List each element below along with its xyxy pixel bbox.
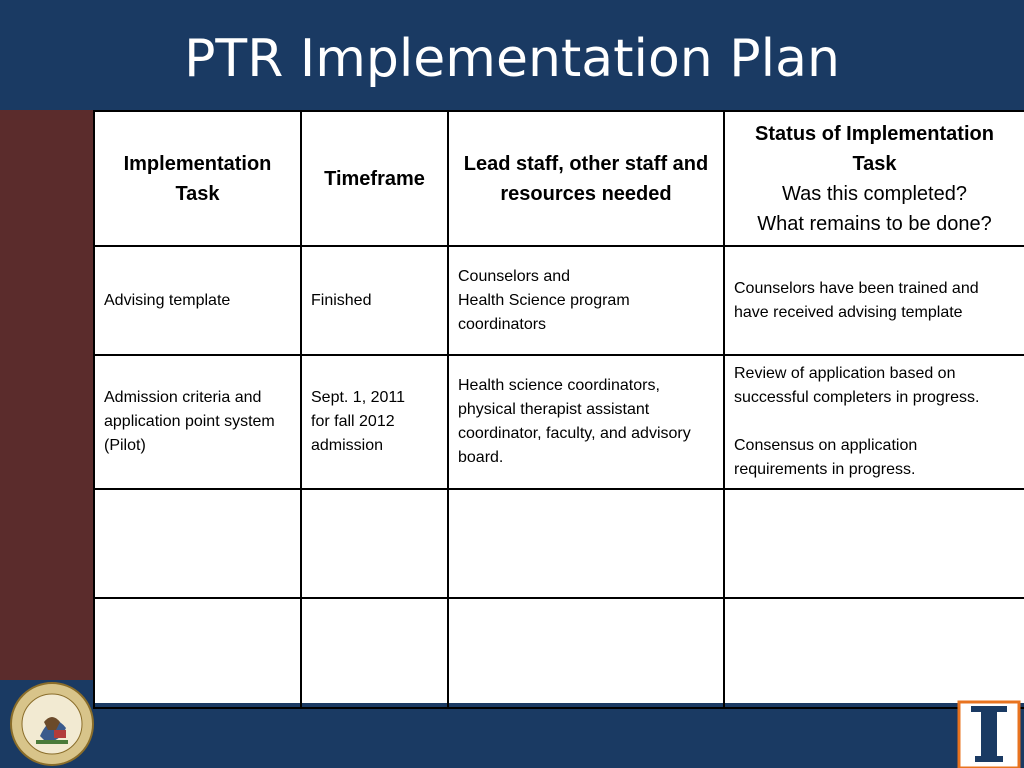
cell-timeframe-line: admission bbox=[311, 437, 384, 454]
header-timeframe: Timeframe bbox=[301, 111, 448, 246]
header-task: Implementation Task bbox=[94, 111, 301, 246]
header-status-question-1: Was this completed? bbox=[782, 182, 967, 205]
cell-empty bbox=[724, 489, 1024, 598]
cell-empty bbox=[724, 598, 1024, 708]
cell-empty bbox=[94, 598, 301, 708]
cell-empty bbox=[301, 489, 448, 598]
cell-empty bbox=[94, 489, 301, 598]
table-row bbox=[94, 246, 1024, 355]
cell-lead-line: Counselors and bbox=[458, 267, 571, 285]
implementation-table bbox=[93, 110, 1024, 709]
cell-status-paragraph: Consensus on application requirements in progress. bbox=[734, 437, 918, 478]
cell-timeframe-line: Sept. 1, 2011 bbox=[311, 389, 405, 406]
cell-status bbox=[724, 355, 1024, 489]
cell-status: Counselors have been trained and have received advising template bbox=[724, 246, 1024, 355]
table-row bbox=[94, 355, 1024, 489]
cell-task: Advising template bbox=[94, 246, 301, 355]
cell-lead: Health science coordinators, physical therapist assistant coordinator, faculty, and advisory board. bbox=[448, 355, 724, 489]
cell-lead-line: Health Science program coordinators bbox=[458, 291, 630, 333]
slide-title: PTR Implementation Plan bbox=[184, 29, 840, 89]
cell-timeframe bbox=[301, 355, 448, 489]
university-column-logo-icon bbox=[957, 700, 1021, 768]
left-accent-panel bbox=[0, 110, 93, 680]
cell-status-paragraph: Review of application based on successful completers in progress. bbox=[734, 365, 980, 406]
cell-timeframe: Finished bbox=[301, 246, 448, 355]
table-header-row bbox=[94, 111, 1024, 246]
cell-empty bbox=[448, 598, 724, 708]
header-status-title: Status of Implementation Task bbox=[755, 122, 994, 175]
cell-empty bbox=[448, 489, 724, 598]
implementation-table-container bbox=[93, 110, 1024, 703]
paragraph-spacer bbox=[734, 410, 1015, 434]
header-status-question-2: What remains to be done? bbox=[757, 212, 992, 235]
header-status bbox=[724, 111, 1024, 246]
cell-task: Admission criteria and application point system (Pilot) bbox=[94, 355, 301, 489]
cell-timeframe-line: for fall 2012 bbox=[311, 413, 395, 430]
seal-of-illinois-icon bbox=[10, 682, 94, 766]
table-row-empty bbox=[94, 598, 1024, 708]
table-row-empty bbox=[94, 489, 1024, 598]
header-lead: Lead staff, other staff and resources needed bbox=[448, 111, 724, 246]
cell-empty bbox=[301, 598, 448, 708]
cell-lead bbox=[448, 246, 724, 355]
